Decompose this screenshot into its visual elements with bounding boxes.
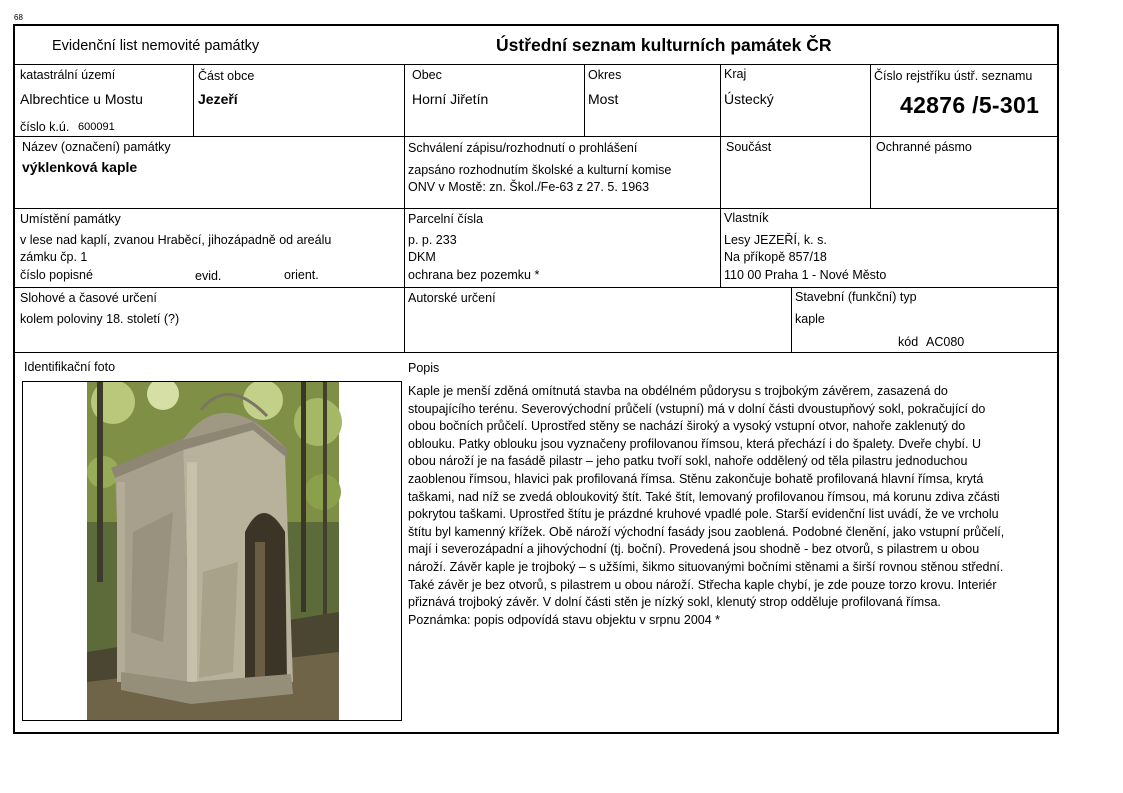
description-line: nároží. Závěr kaple je trojboký – s užšími, šikmo situovanými bočními stěnami a širší rovnou stěnou střední. [408,559,1004,574]
stavebni-label: Stavební (funkční) typ [795,290,917,304]
vlastnik-line: Na příkopě 857/18 [724,250,827,264]
description-line: obou nároží je na fasádě pilastr – jeho patku tvoří sokl, nahoře oddělený od těla pilastru jednoduchou [408,454,968,469]
registry-title: Ústřední seznam kulturních památek ČR [496,35,832,55]
ku-value: 600091 [78,121,115,133]
popis-label: Popis [408,361,440,375]
okres-value: Most [588,91,619,107]
divider-header [15,64,1059,65]
vlastnik-line: 110 00 Praha 1 - Nové Město [724,268,887,282]
foto-label: Identifikační foto [24,360,116,374]
divider-v [584,64,585,136]
soucast-label: Součást [726,140,772,154]
description-line: zaoblenou římsou, hlavici pak profilovaná římsa. Stěnu zakončuje bohatě profilovaná hlavní římsa, krytá [408,471,984,486]
divider-v [791,287,792,352]
obec-label: Obec [412,68,442,82]
divider-row1 [15,136,1059,137]
divider-v [404,64,405,288]
nazev-value: výklenková kaple [22,159,138,175]
divider-row4 [15,352,1059,353]
nazev-label: Název (označení) památky [22,140,171,154]
description-text [408,383,1048,629]
divider-v [870,64,871,208]
umisteni-label: Umístění památky [20,212,121,226]
parcelni-label: Parcelní čísla [408,212,484,226]
divider-row2 [15,208,1059,209]
parcelni-line: ochrana bez pozemku * [408,268,540,282]
autorske-label: Autorské určení [408,291,496,305]
registry-label: Číslo rejstříku ústř. seznamu [874,69,1033,83]
registry-number: 42876 /5-301 [900,92,1040,118]
stavebni-value: kaple [795,312,825,326]
kod-value: AC080 [926,335,965,349]
schvaleni-line: ONV v Mostě: zn. Škol./Fe-63 z 27. 5. 1963 [408,180,650,194]
page-number: 68 [14,13,23,22]
katastr-label: katastrální území [20,68,116,82]
kraj-label: Kraj [724,67,747,81]
description-line: taškami, nad níž se zvedá obloukovitý štít. Také štít, lemovaný profilovanou římsou, má korunu zdiva zčásti [408,489,1000,504]
description-line: mají i severozápadní a jihovýchodní (tj. boční). Provedená jsou shodně - bez otvorů, s pilastrem u obou [408,542,980,557]
description-line: obou bočních průčelí. Uprostřed stěny se nachází široký a vysoký vstupní otvor, nahoře zaklenutý do [408,419,966,434]
vlastnik-label: Vlastník [724,211,769,225]
umisteni-line: v lese nad kaplí, zvanou Hraběcí, jihozápadně od areálu [20,233,332,247]
schvaleni-line: zapsáno rozhodnutím školské a kulturní komise [408,163,672,177]
parcelni-line: p. p. 233 [408,233,457,247]
description-line: štítu byl kamenný křížek. Obě nároží východní fasády jsou zaoblená. Podobné členění, jako vstupní průčelí, [408,524,1005,539]
slohove-value: kolem poloviny 18. století (?) [20,312,180,326]
chapel-photo-illustration [23,382,401,720]
umisteni-line: zámku čp. 1 [20,250,88,264]
form-title: Evidenční list nemovité památky [52,38,260,54]
divider-v [193,64,194,136]
ku-label: číslo k.ú. [20,120,70,134]
cast-obce-label: Část obce [198,69,255,83]
ochranne-pasmo-label: Ochranné pásmo [876,140,972,154]
description-line: stoupajícího terénu. Severovýchodní průčelí (vstupní) má v dolní části dvoustupňový sokl, pokračující do [408,401,986,416]
cast-obce-value: Jezeří [198,91,238,107]
schvaleni-label: Schválení zápisu/rozhodnutí o prohlášení [408,141,638,155]
description-line: Kaple je menší zděná omítnutá stavba na obdélném půdorysu s trojbokým závěrem, zasazená do [408,384,948,398]
description-line: oblouku. Patky oblouku jsou vyznačeny profilovanou římsou, která přechází i do špalety. Dveře chybí. U [408,436,981,451]
vlastnik-line: Lesy JEZEŘÍ, k. s. [724,233,827,247]
divider-v [404,287,405,352]
description-line: Také závěr je bez otvorů, s pilastrem u obou nároží. Střecha kaple chybí, je zde pouze torzo krovu. Interiér [408,577,997,592]
slohove-label: Slohové a časové určení [20,291,157,305]
divider-row3 [15,287,1059,288]
description-line: přiznává trojboký závěr. V dolní části stěn je nízký sokl, klenutý strop odděluje profilovaná římsa. [408,595,941,610]
divider-v [720,64,721,288]
okres-label: Okres [588,68,622,82]
kraj-value: Ústecký [724,91,774,107]
cislo-popisne-label: číslo popisné [20,268,93,282]
description-line: pokrytou taškami. Uprostřed štítu je prázdné kruhové vpadlé pole. Starší evidenční list uvádí, že ve vrcholu [408,507,999,522]
identification-photo [22,381,402,721]
obec-value: Horní Jiřetín [412,91,489,107]
parcelni-line: DKM [408,250,436,264]
description-line: Poznámka: popis odpovídá stavu objektu v srpnu 2004 * [408,612,721,627]
evid-label: evid. [195,269,222,283]
kod-label: kód [898,335,919,349]
katastr-value: Albrechtice u Mostu [20,91,143,107]
orient-label: orient. [284,268,319,282]
